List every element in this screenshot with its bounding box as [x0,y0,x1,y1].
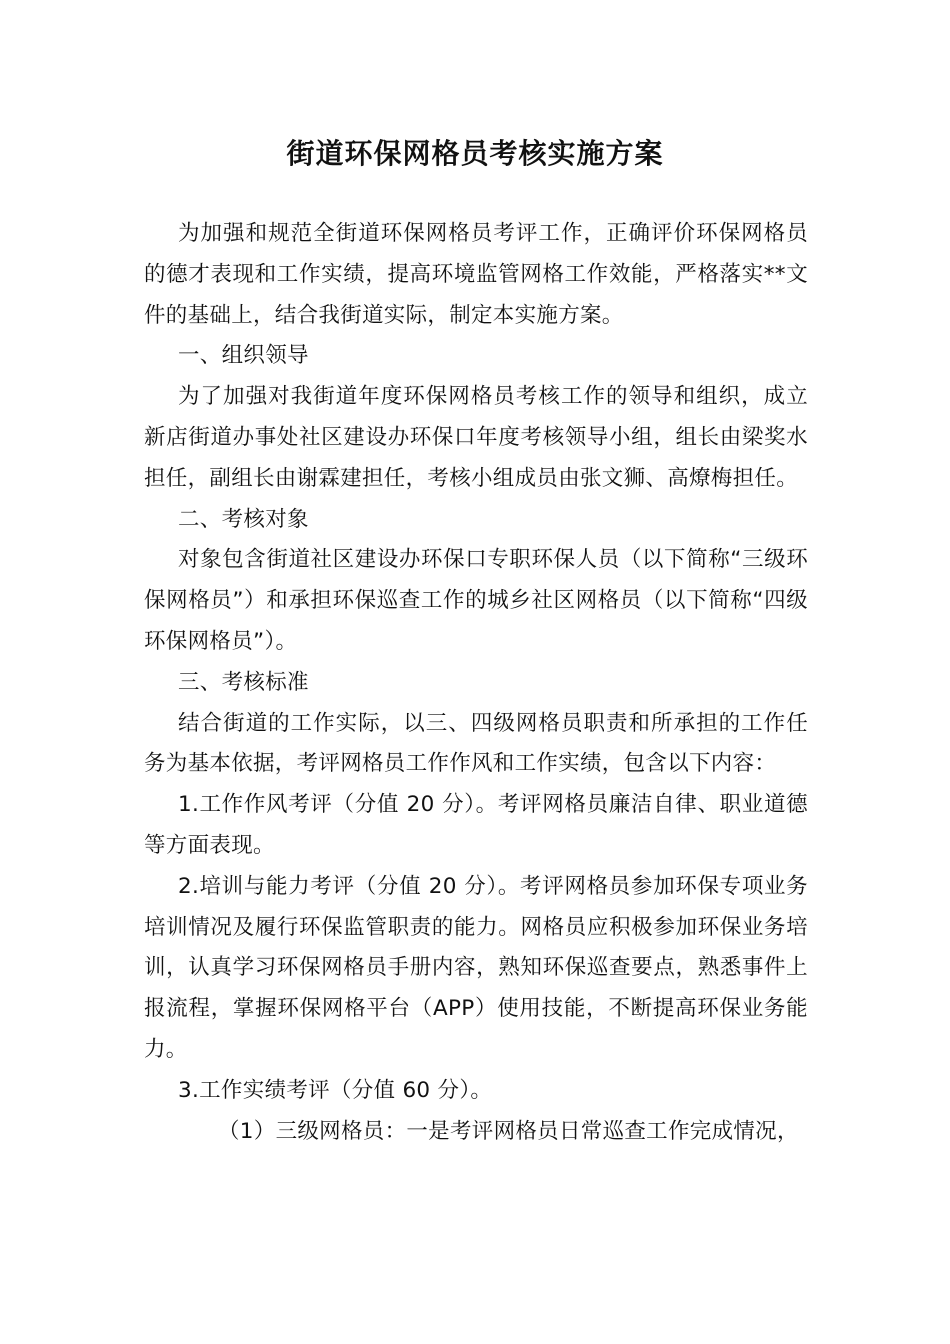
section-heading-standards: 三、考核标准 [178,669,309,695]
targets-paragraph: 对象包含街道社区建设办环保口专职环保人员（以下简称“三级环保网格员”）和承担环保巡查工作的城乡社区网格员（以下简称“四级环保网格员”）。 [144,547,808,654]
section-heading-organization: 一、组织领导 [178,343,309,369]
intro-paragraph: 为加强和规范全街道环保网格员考评工作，正确评价环保网格员的德才表现和工作实绩，提高环境监管网格工作效能，严格落实**文件的基础上，结合我街道实际，制定本实施方案。 [144,221,808,328]
training-item: 2.培训与能力考评（分值 20 分）。考评网格员参加环保专项业务培训情况及履行环保监管职责的能力。网格员应积极参加环保业务培训，认真学习环保网格员手册内容，熟知环保巡查要点，熟悉事件上报流程，掌握环保网格平台（APP）使用技能，不断提高环保业务能力。 [144,873,808,1062]
organization-paragraph: 为了加强对我街道年度环保网格员考核工作的领导和组织，成立新店街道办事处社区建设办环保口年度考核领导小组，组长由梁奖水担任，副组长由谢霖建担任，考核小组成员由张文狮、高燎梅担任。 [144,384,808,491]
document-body [144,214,808,1152]
performance-item: 3.工作实绩考评（分值 60 分）。 [178,1077,493,1103]
standards-paragraph: 结合街道的工作实际，以三、四级网格员职责和所承担的工作任务为基本依据，考评网格员工作作风和工作实绩，包含以下内容： [144,710,808,777]
work-style-item: 1.工作作风考评（分值 20 分）。考评网格员廉洁自律、职业道德等方面表现。 [144,792,808,858]
section-heading-targets: 二、考核对象 [178,506,309,532]
level-three-subitem: （1）三级网格员：一是考评网格员日常巡查工作完成情况， [218,1118,799,1144]
document-title: 街道环保网格员考核实施方案 [286,137,664,170]
